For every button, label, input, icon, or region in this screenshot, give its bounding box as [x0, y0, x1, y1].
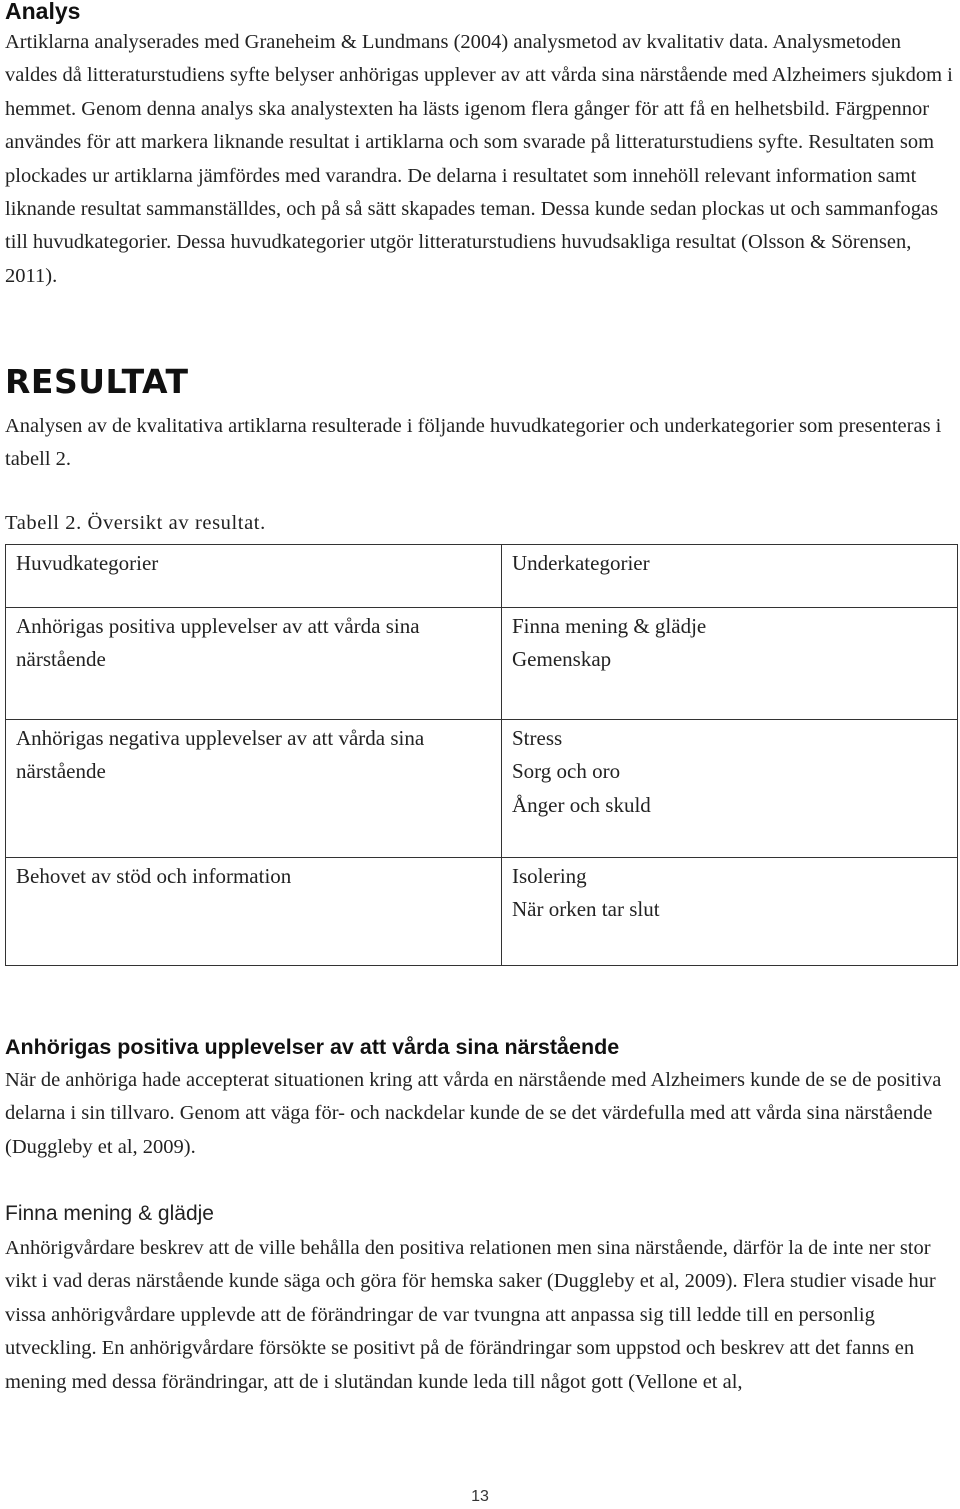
row-main-category: Behovet av stöd och information [6, 858, 502, 966]
header-sub: Underkategorier [502, 545, 958, 608]
row-sub-categories [502, 720, 958, 858]
sub-category: Finna mening & glädje [512, 614, 707, 638]
header-main: Huvudkategorier [6, 545, 502, 608]
sub-category: Stress [512, 726, 563, 750]
positiva-section [5, 1064, 954, 1164]
sub-category: Sorg och oro [512, 759, 621, 784]
mening-heading: Finna mening & glädje [5, 1202, 214, 1225]
table-header-row [6, 545, 958, 608]
analys-paragraph: Artiklarna analyserades med Graneheim & Lundmans (2004) analysmetod av kvalitativ data. Analysmetoden valdes då litteraturstudiens syfte belyser anhörigas upplever av att vårda sina närstående med Alzheimers sjukdom i hemmet. Genom denna analys ska analystexten ha lästs igenom flera gånger för att få en helhetsbild. Färgpennor användes för att markera liknande resultat i artiklarna och som svarade på litteraturstudiens syfte. Resultaten som plockades ur artiklarna jämfördes med varandra. De delarna i resultatet som innehöll relevant information samt liknande resultat sammanställdes, och på så sätt skapades teman. Dessa kunde sedan plockas ut och sammanfogas till huvudkategorier. Dessa huvudkategorier utgör litteraturstudiens huvudsakliga resultat (Olsson & Sörensen, 2011). [5, 31, 953, 287]
table-caption: Tabell 2. Översikt av resultat. [5, 512, 266, 534]
mening-section [5, 1232, 954, 1399]
table-row [6, 608, 958, 720]
analys-heading: Analys [5, 0, 81, 24]
mening-paragraph: Anhörigvårdare beskrev att de ville behålla den positiva relationen men sina närstående, därför la de inte ner stor vikt i vad deras närstående kunde säga och göra för hemska saker (Duggleby et al, 2009). Flera studier visade hur vissa anhörigvårdare upplevde att de förändringar de var tvungna att anpassa sig till ledde till en personlig utveckling. En anhörigvårdare försökte se positivt på de förändringar som uppstod och beskrev att det fanns en mening med dessa förändringar, att de i slutändan kunde leda till något gott (Vellone et al, [5, 1237, 936, 1393]
row-main-category: Anhörigas positiva upplevelser av att vårda sina närstående [6, 608, 502, 720]
positiva-paragraph: När de anhöriga hade accepterat situationen kring att vårda en närstående med Alzheimers kunde de se de positiva delarna i sin tillvaro. Genom att väga för- och nackdelar kunde de se det värdefulla med att vårda sina närstående (Duggleby et al, 2009). [5, 1069, 942, 1158]
sub-category: Gemenskap [512, 647, 612, 672]
analys-section [5, 26, 954, 293]
sub-category: När orken tar slut [512, 897, 660, 922]
resultat-heading: RESULTAT [5, 362, 189, 401]
table-row [6, 858, 958, 966]
resultat-intro-block [5, 410, 954, 477]
row-main-category: Anhörigas negativa upplevelser av att vårda sina närstående [6, 720, 502, 858]
row-sub-categories [502, 608, 958, 720]
sub-category: Isolering [512, 864, 587, 888]
positiva-heading: Anhörigas positiva upplevelser av att vårda sina närstående [5, 1035, 620, 1059]
page-number: 13 [471, 1488, 489, 1505]
resultat-intro: Analysen av de kvalitativa artiklarna resulterade i följande huvudkategorier och underkategorier som presenteras i tabell 2. [5, 415, 942, 471]
table-row [6, 720, 958, 858]
sub-category: Ånger och skuld [512, 792, 651, 817]
row-sub-categories [502, 858, 958, 966]
overview-table [5, 544, 958, 966]
